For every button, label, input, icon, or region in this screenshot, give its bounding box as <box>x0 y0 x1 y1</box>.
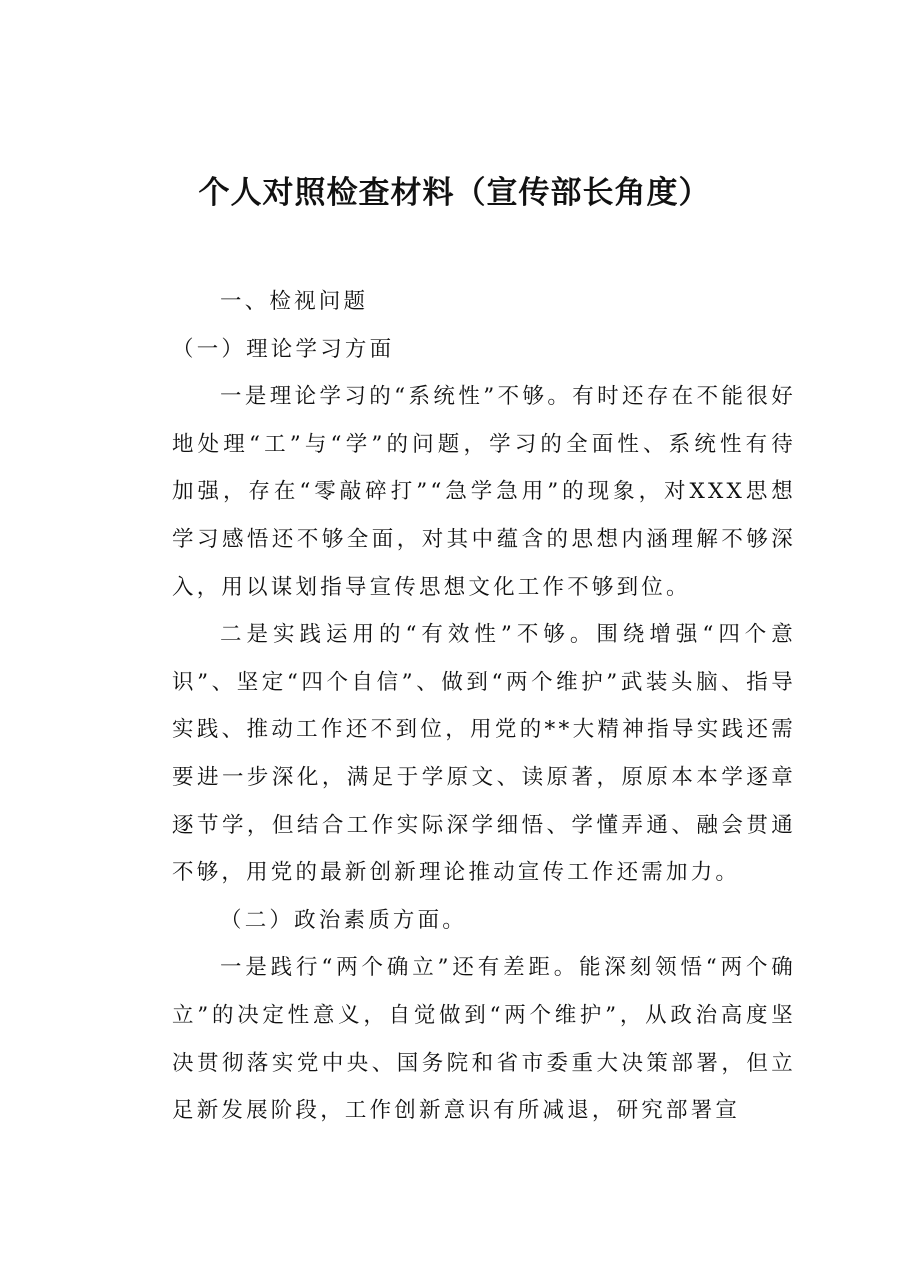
section-heading: 一、检视问题 <box>220 289 369 314</box>
paragraph: 一是践行“两个确立”还有差距。能深刻领悟“两个确立”的决定性意义，自觉做到“两个维护”，从政治高度坚决贯彻落实党中央、国务院和省市委重大决策部署，但立足新发展阶段，工作创新意识有所减退，研究部署宣 <box>172 955 796 1124</box>
document-title: 个人对照检查材料（宣传部长角度） <box>198 175 711 211</box>
paragraph: 二是实践运用的“有效性”不够。围绕增强“四个意识”、坚定“四个自信”、做到“两个维护”武装头脑、指导实践、推动工作还不到位，用党的**大精神指导实践还需要进一步深化，满足于学原文、读原著，原原本本学逐章逐节学，但结合工作实际深学细悟、学懂弄通、融会贯通不够，用党的最新创新理论推动宣传工作还需加力。 <box>172 622 796 886</box>
document-body <box>172 278 796 1135</box>
subsection-heading: （二）政治素质方面。 <box>220 907 468 933</box>
subsection-heading: （一）理论学习方面 <box>172 336 395 362</box>
paragraph: 一是理论学习的“系统性”不够。有时还存在不能很好地处理“工”与“学”的问题，学习的全面性、系统性有待加强，存在“零敲碎打”“急学急用”的现象，对XXX思想学习感悟还不够全面，对其中蕴含的思想内涵理解不够深入，用以谋划指导宣传思想文化工作不够到位。 <box>172 384 796 600</box>
